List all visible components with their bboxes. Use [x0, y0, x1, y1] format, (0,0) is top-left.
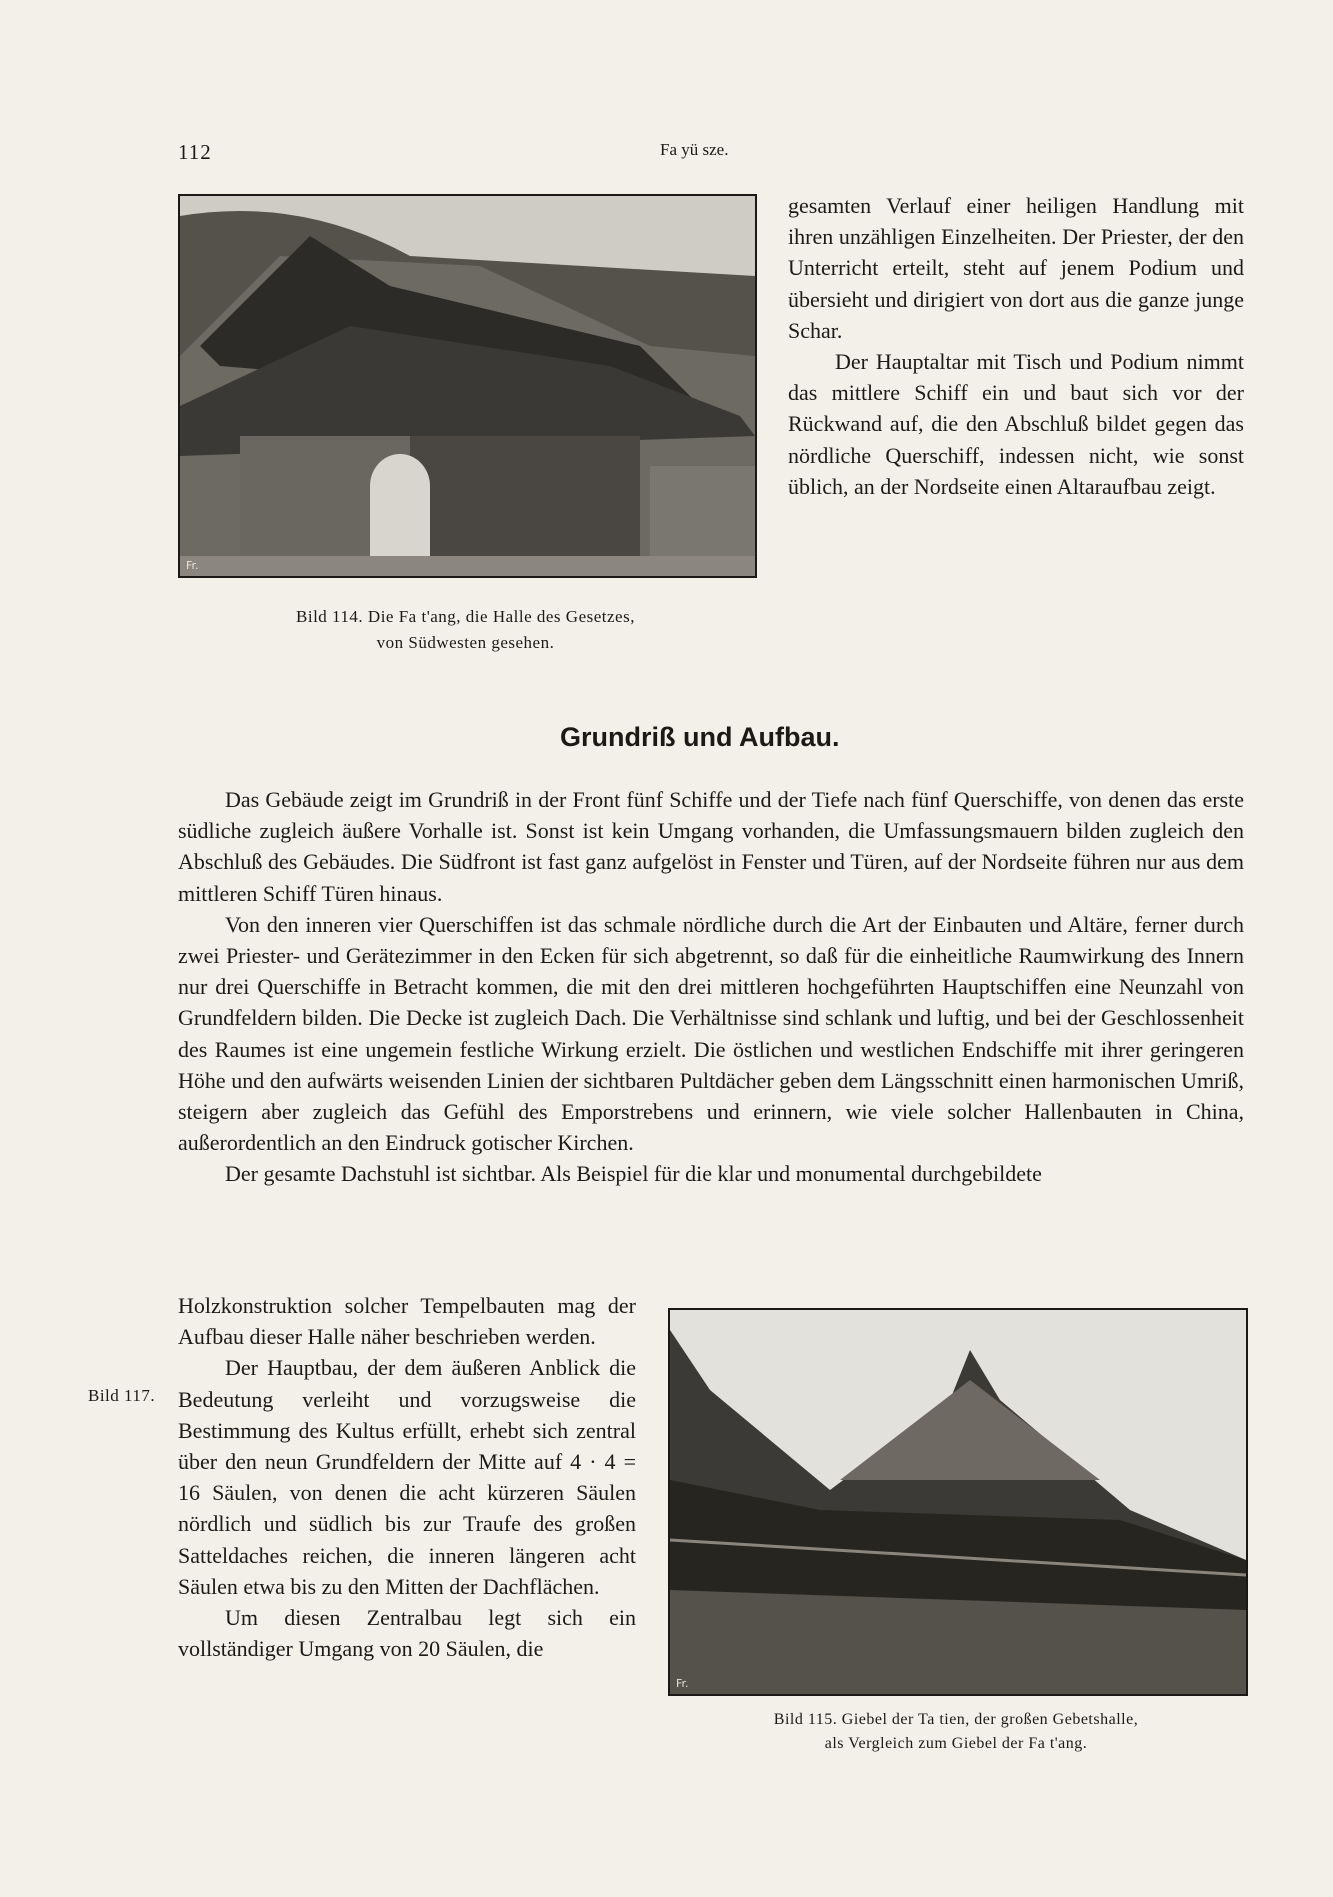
paragraph: Das Gebäude zeigt im Grundriß in der Front fünf Schiffe und der Tiefe nach fünf Querschiffe, von denen das erste südliche zugleich äußere Vorhalle ist. Sonst ist kein Umgang vorhanden, die Umfassungsmauern bilden zugleich den Abschluß des Gebäudes. Die Südfront ist fast ganz aufgelöst in Fenster und Türen, auf der Nordseite führen nur aus dem mittleren Schiff Türen hinaus. — [178, 787, 1244, 906]
running-title: Fa yü sze. — [660, 140, 729, 159]
paragraph: gesamten Verlauf einer heiligen Handlung mit ihren unzähligen Einzelheiten. Der Priester, der den Unterricht erteilt, steht auf jenem Podium und übersieht und dirigiert von dort aus die ganze junge Schar. — [788, 193, 1244, 343]
body-text — [178, 784, 1244, 1190]
photographer-mark: Fr. — [676, 1677, 689, 1690]
caption-line: von Südwesten gesehen. — [376, 633, 555, 652]
section-heading: Grundriß und Aufbau. — [560, 722, 840, 752]
caption-line: als Vergleich zum Giebel der Fa t'ang. — [824, 1735, 1088, 1752]
lower-left-column-text — [178, 1290, 636, 1664]
margin-note: Bild 117. — [88, 1386, 156, 1405]
paragraph: Der Hauptbau, der dem äußeren Anblick die Bedeutung verleiht und vorzugsweise die Bestimmung des Kultus erfüllt, erhebt sich zentral über den neun Grundfeldern der Mitte auf 4 · 4 = 16 Säulen, von denen die acht kürzeren Säulen nördlich und südlich bis zur Traufe des großen Satteldaches reichen, die inneren längeren acht Säulen etwa bis zu den Mitten der Dachflächen. — [178, 1355, 636, 1599]
caption-line: Bild 114. Die Fa t'ang, die Halle des Gesetzes, — [296, 607, 635, 626]
figure-caption-114 — [178, 604, 753, 656]
photo-ta-tien-gable — [668, 1308, 1248, 1696]
photographer-mark: Fr. — [186, 559, 199, 572]
figure-caption-115 — [668, 1708, 1244, 1756]
right-column-text — [788, 190, 1244, 502]
paragraph: Von den inneren vier Querschiffen ist das schmale nördliche durch die Art der Einbauten und Altäre, ferner durch zwei Priester- und Gerätezimmer in den Ecken für sich abgetrennt, so daß für die einheitliche Raumwirkung des Innern nur drei Querschiffe in Betracht kommen, die mit den drei mittleren hochgeführten Hauptschiffen eine Neunzahl von Grundfeldern bilden. Die Decke ist zugleich Dach. Die Verhältnisse sind schlank und luftig, und bei der Geschlossenheit des Raumes ist eine ungemein festliche Wirkung erzielt. Die östlichen und westlichen Endschiffe mit ihrer geringeren Höhe und den aufwärts weisenden Linien der sichtbaren Pultdächer geben dem Längsschnitt einen harmonischen Umriß, steigern aber zugleich das Gefühl des Emporstrebens und erinnern, wie viele solcher Hallenbauten in China, außerordentlich an den Eindruck gotischer Kirchen. — [178, 911, 1244, 1156]
paragraph: Der Hauptaltar mit Tisch und Podium nimmt das mittlere Schiff ein und baut sich vor der Rückwand auf, die den Abschluß bildet gegen das nördliche Querschiff, indessen nicht, wie sonst üblich, an der Nordseite einen Altaraufbau zeigt. — [788, 349, 1244, 499]
page-number: 112 — [178, 140, 212, 164]
caption-line: Bild 115. Giebel der Ta tien, der großen Gebetshalle, — [773, 1711, 1139, 1728]
paragraph: Der gesamte Dachstuhl ist sichtbar. Als Beispiel für die klar und monumental durchgebildete — [225, 1161, 1042, 1187]
paragraph: Um diesen Zentralbau legt sich ein vollständiger Umgang von 20 Säulen, die — [178, 1605, 636, 1662]
paragraph: Holzkonstruktion solcher Tempelbauten mag der Aufbau dieser Halle näher beschrieben werden. — [178, 1293, 636, 1350]
photo-fa-tang-hall — [178, 194, 757, 578]
